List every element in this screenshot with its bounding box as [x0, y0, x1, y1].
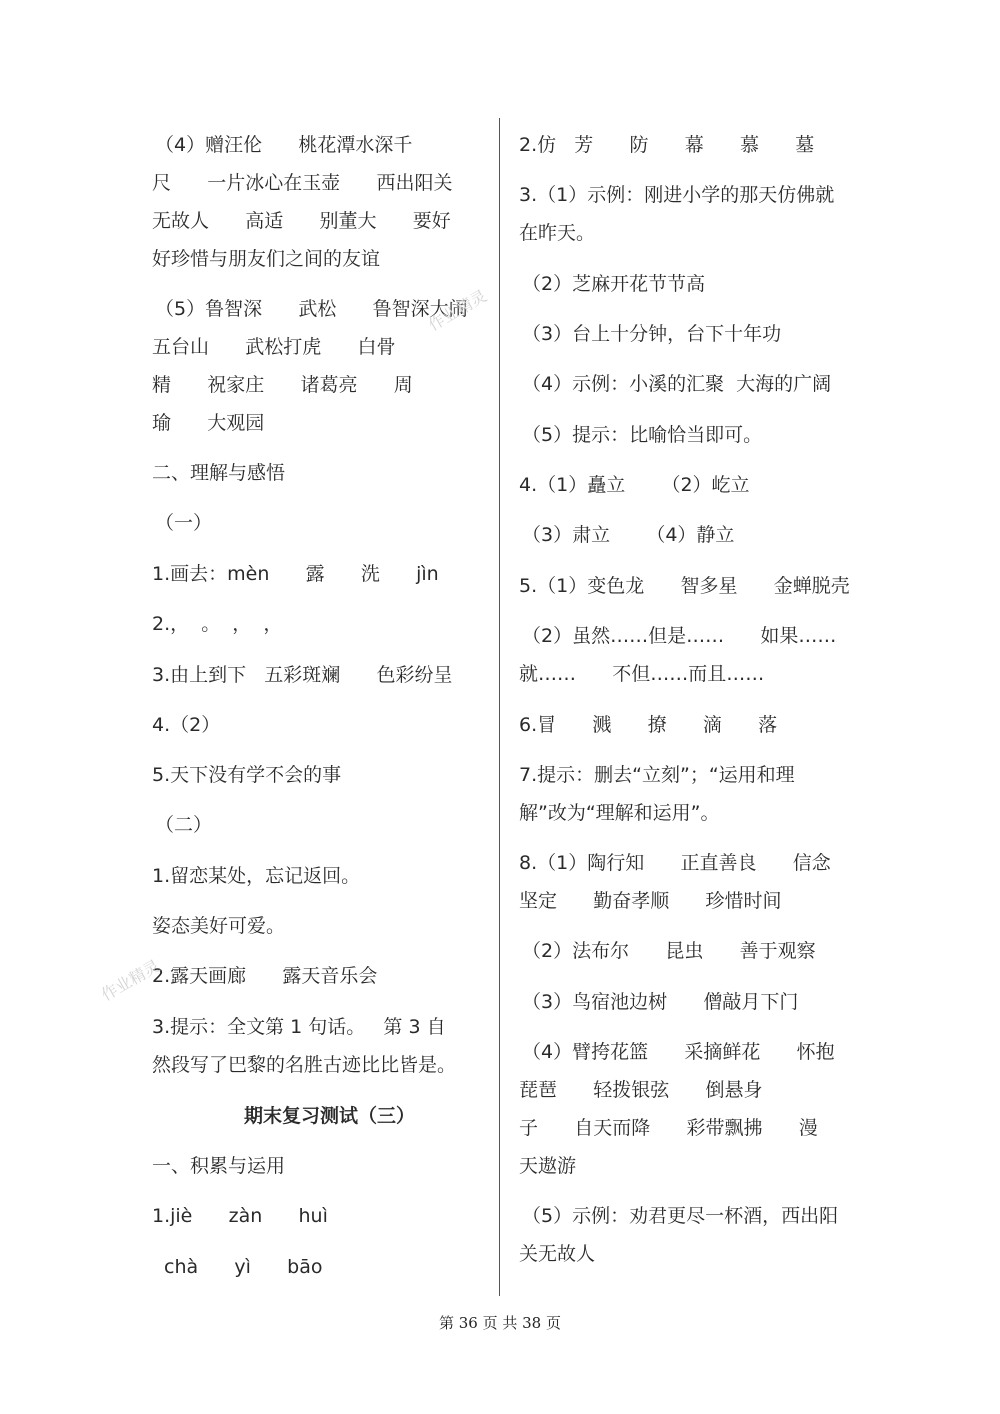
- right-line: 4.（1）矗立 （2）屹立: [519, 474, 750, 496]
- left-line: 1.画去：mèn 露 洗 jìn: [152, 563, 439, 585]
- right-line: （3）肃立 （4）静立: [522, 524, 735, 546]
- left-line: （5）鲁智深 武松 鲁智深大闹: [155, 298, 468, 320]
- right-line: 3.（1）示例：刚进小学的那天仿佛就: [519, 184, 835, 206]
- right-line: 7.提示：删去“立刻”；“运用和理: [519, 764, 795, 786]
- left-line: 好珍惜与朋友们之间的友谊: [152, 248, 381, 270]
- right-line: （3）台上十分钟，台下十年功: [522, 323, 782, 345]
- left-line: 1.jiè zàn huì: [152, 1205, 328, 1227]
- left-line: 2.露天画廊 露天音乐会: [152, 965, 378, 987]
- right-line: 琵琶 轻拨银弦 倒悬身: [519, 1079, 763, 1101]
- left-line: 瑜 大观园: [152, 412, 265, 434]
- left-line: 尺 一片冰心在玉壶 西出阳关: [152, 172, 453, 194]
- right-line: （2）法布尔 昆虫 善于观察: [522, 940, 816, 962]
- left-line: 无故人 高适 别董大 要好: [152, 210, 451, 232]
- right-line: 5.（1）变色龙 智多星 金蝉脱壳: [519, 575, 850, 597]
- right-line: （4）臂挎花篮 采摘鲜花 怀抱: [522, 1041, 835, 1063]
- left-line: 4.（2）: [152, 714, 221, 736]
- left-line: 5.天下没有学不会的事: [152, 764, 342, 786]
- left-line: 2.， 。 ， ，: [152, 613, 283, 635]
- right-line: （2）虽然……但是…… 如果……: [522, 625, 837, 647]
- right-line: （5）示例：劝君更尽一杯酒，西出阳: [522, 1205, 839, 1227]
- right-line: 在昨天。: [519, 222, 596, 244]
- left-line: chà yì bāo: [158, 1256, 323, 1278]
- right-line: （4）示例：小溪的汇聚 大海的广阔: [522, 373, 832, 395]
- left-line: 精 祝家庄 诸葛亮 周: [152, 374, 413, 396]
- right-line: 6.冒 溅 撩 滴 落: [519, 714, 778, 736]
- right-line: （5）提示：比喻恰当即可。: [522, 424, 763, 446]
- right-line: （2）芝麻开花节节高: [522, 273, 706, 295]
- left-line: （一）: [155, 512, 213, 534]
- right-line: 就…… 不但……而且……: [519, 663, 765, 685]
- right-line: 解”改为“理解和运用”。: [519, 802, 720, 824]
- left-line: 五台山 武松打虎 白骨: [152, 336, 396, 358]
- right-line: 坚定 勤奋孝顺 珍惜时间: [519, 890, 782, 912]
- left-line: （4）赠汪伦 桃花潭水深千: [155, 134, 413, 156]
- left-line: 然段写了巴黎的名胜古迹比比皆是。: [152, 1054, 457, 1076]
- section-heading: 二、理解与感悟: [152, 462, 286, 484]
- left-line: （二）: [155, 814, 213, 836]
- left-line: 1.留恋某处，忘记返回。: [152, 865, 361, 887]
- left-line: 姿态美好可爱。: [152, 915, 286, 937]
- left-line: 3.提示：全文第 1 句话。 第 3 自: [152, 1016, 446, 1038]
- page-footer: 第 36 页 共 38 页: [438, 1314, 561, 1332]
- right-line: 2.仿 芳 防 幕 慕 墓: [519, 134, 815, 156]
- test-title: 期末复习测试（三）: [244, 1105, 416, 1127]
- section-heading: 一、积累与运用: [152, 1155, 286, 1177]
- right-line: 天遨游: [519, 1155, 577, 1177]
- right-line: （3）鸟宿池边树 僧敲月下门: [522, 991, 799, 1013]
- right-line: 关无故人: [519, 1243, 596, 1265]
- watermark: 作业精灵: [425, 286, 490, 335]
- column-divider: [499, 118, 500, 1296]
- right-line: 子 自天而降 彩带飘拂 漫: [519, 1117, 818, 1139]
- watermark: 作业精灵: [98, 956, 163, 1005]
- right-line: 8.（1）陶行知 正直善良 信念: [519, 852, 831, 874]
- left-line: 3.由上到下 五彩斑斓 色彩纷呈: [152, 664, 453, 686]
